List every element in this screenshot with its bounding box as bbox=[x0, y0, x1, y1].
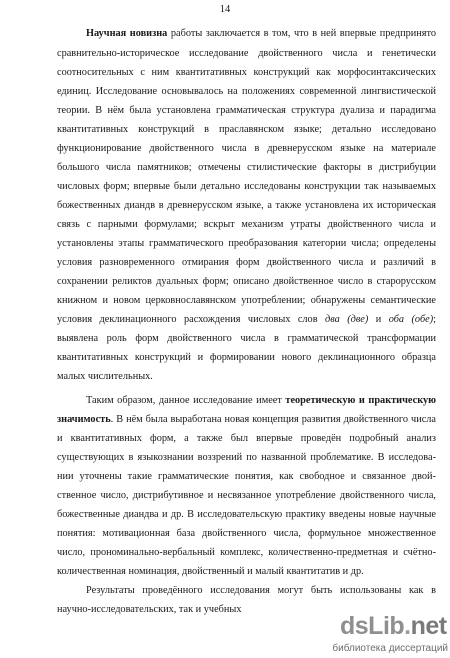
text-line: выявлена роль форм двойственного числа в грамматической трансформации bbox=[57, 333, 436, 344]
text-span: условия деклинационного расхождения числовых слов bbox=[57, 314, 325, 325]
logo-dot: . bbox=[404, 612, 411, 640]
text-line: квантитативных конструкций в праславянском языке; детально исследовано bbox=[57, 124, 436, 135]
italic-term: оба (обе) bbox=[388, 314, 434, 325]
text-line bbox=[86, 28, 436, 40]
significance-heading: значимость bbox=[57, 414, 111, 425]
text-line: научно-исследовательских, так и учебных bbox=[57, 604, 242, 615]
text-line: малых числительных. bbox=[57, 371, 153, 382]
text-line: нии уточнены такие грамматические понятия, как свободное и связанное двой- bbox=[57, 471, 436, 482]
text-line: функционирование двойственного числа в древнерусском языке на материале bbox=[57, 143, 436, 154]
text-line: квантитативных конструкций и формировании нового деклинационного образца bbox=[57, 352, 436, 363]
text-span: ; bbox=[433, 314, 436, 325]
text-line: число, прономинально-вербальный комплекс, количественно-предметная и счётно- bbox=[57, 547, 436, 558]
text-line: теории. В нём была установлена грамматическая структура дуализа и парадигма bbox=[57, 105, 436, 116]
text-line: ственное число, дистрибутивное и несвязанное употребление двойственного числа, bbox=[57, 490, 436, 501]
text-line bbox=[57, 414, 436, 426]
text-span: и bbox=[368, 314, 389, 325]
text-span: Таким образом, данное исследование имеет bbox=[86, 395, 286, 406]
text-line: сохранении реликтов дуальных форм; описано двойственное число в старорусском bbox=[57, 276, 436, 287]
text-line: существующих в языкознании воззрений по названной проблематике. В исследова- bbox=[57, 452, 436, 463]
logo-tld: net bbox=[410, 612, 447, 640]
watermark-subtitle: библиотека диссертаций bbox=[332, 643, 448, 654]
text-line: единиц. Исследование основывалось на положениях современной лингвистической bbox=[57, 86, 436, 97]
text-line: условия разновременного отмирания форм двойственного числа и различий в bbox=[57, 257, 436, 268]
significance-heading: теоретическую и практическую bbox=[285, 395, 436, 406]
text-line: Результаты проведённого исследования могут быть использованы как в bbox=[86, 585, 436, 596]
text-line bbox=[57, 314, 436, 326]
page-number: 14 bbox=[219, 4, 231, 15]
text-line: большого числа памятников; отмечены стилистические факторы в дистрибуции bbox=[57, 162, 436, 173]
text-line: сравнительно-историческое исследование двойственного числа и генетически bbox=[57, 48, 436, 59]
text-line: установлены этапы грамматического преобразования категории числа; определены bbox=[57, 238, 436, 249]
text-line: божественных диандв в древнерусском языке, а также установлена их историческая bbox=[57, 200, 436, 211]
text-span: . В нём была выработана новая концепция развития двойственного числа bbox=[110, 414, 436, 425]
text-line: книжном и новом церковнославянском употреблении; обнаружены семантические bbox=[57, 295, 436, 306]
logo-text: dsLib bbox=[340, 612, 405, 640]
italic-term: два (две) bbox=[325, 314, 369, 325]
text-line: числовых форм; впервые были детально исследованы конструкции так называемых bbox=[57, 181, 436, 192]
text-span: работы заключается в том, что в ней впервые предпринято bbox=[167, 28, 436, 39]
text-line: понятия: мотивационная база двойственного числа, формульное множественное bbox=[57, 528, 436, 539]
novelty-heading: Научная новизна bbox=[86, 28, 168, 39]
text-line: связь с парными формулами; вскрыт механизм утраты двойственного числа и bbox=[57, 219, 436, 230]
text-line: божественные диандва и др. В исследовательскую практику введены новые научные bbox=[57, 509, 436, 520]
text-line: и квантитативных форм, а также был впервые проведён подробный анализ bbox=[57, 433, 436, 444]
text-line: соотносительных с ним квантитативных конструкций как морфосинтаксических bbox=[57, 67, 436, 78]
text-line: количественная номинация, двойственный и малый квантитатив и др. bbox=[57, 566, 364, 577]
text-line bbox=[86, 395, 436, 407]
dslib-logo bbox=[340, 612, 447, 641]
dslib-watermark bbox=[332, 612, 448, 654]
